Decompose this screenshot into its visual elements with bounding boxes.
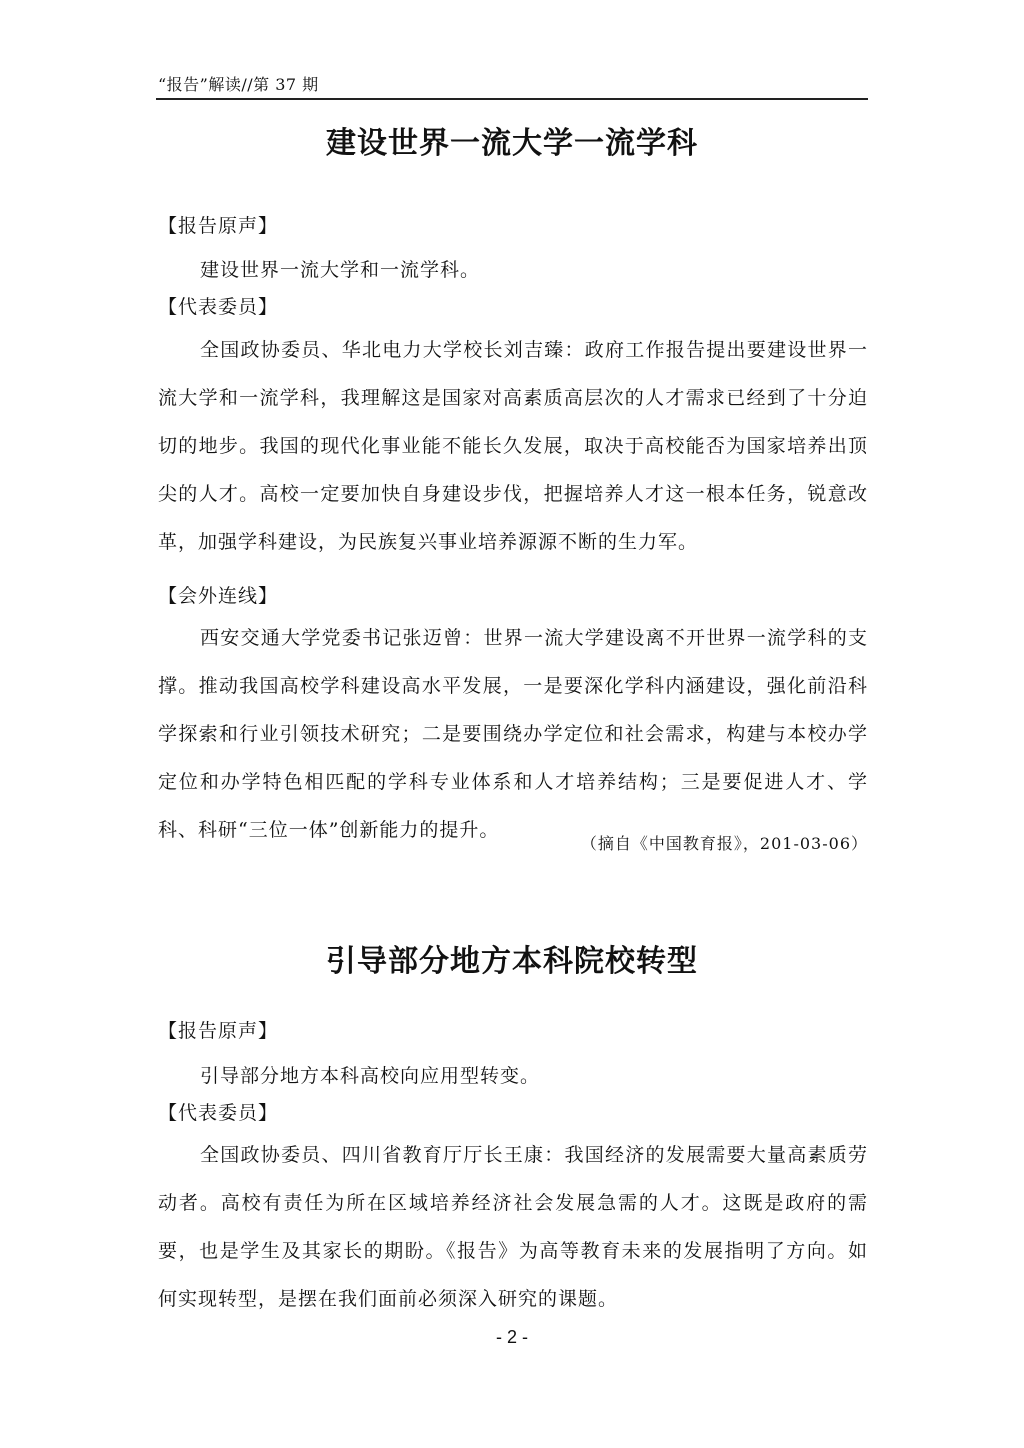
section-label-delegates: 【代表委员】 bbox=[158, 296, 279, 318]
report-quote: 建设世界一流大学和一流学科。 bbox=[200, 259, 481, 281]
page-header: “报告”解读//第 37 期 bbox=[158, 75, 319, 94]
source-citation: （摘自《中国教育报》，201-03-06） bbox=[580, 834, 868, 853]
page-number: - 2 - bbox=[495, 1327, 528, 1347]
header-divider bbox=[156, 98, 868, 100]
section-label-report: 【报告原声】 bbox=[158, 1020, 279, 1042]
article-title: 引导部分地方本科院校转型 bbox=[326, 944, 698, 979]
section-label-delegates: 【代表委员】 bbox=[158, 1102, 279, 1124]
outside-paragraph: 西安交通大学党委书记张迈曾：世界一流大学建设离不开世界一流学科的支撑。推动我国高校学科建设高水平发展，一是要深化学科内涵建设，强化前沿科学探索和行业引领技术研究；二是要围绕办学定位和社会需求，构建与本校办学定位和办学特色相匹配的学科专业体系和人才培养结构；三是要促进人才、学科、科研“三位一体”创新能力的提升。 bbox=[158, 627, 868, 841]
article-title: 建设世界一流大学一流学科 bbox=[326, 126, 698, 161]
section-label-outside: 【会外连线】 bbox=[158, 585, 279, 607]
report-quote: 引导部分地方本科高校向应用型转变。 bbox=[200, 1065, 541, 1087]
delegate-paragraph: 全国政协委员、四川省教育厅厅长王康：我国经济的发展需要大量高素质劳动者。高校有责任为所在区域培养经济社会发展急需的人才。这既是政府的需要，也是学生及其家长的期盼。《报告》为高等教育未来的发展指明了方向。如何实现转型，是摆在我们面前必须深入研究的课题。 bbox=[158, 1144, 868, 1310]
delegate-paragraph: 全国政协委员、华北电力大学校长刘吉臻：政府工作报告提出要建设世界一流大学和一流学科，我理解这是国家对高素质高层次的人才需求已经到了十分迫切的地步。我国的现代化事业能不能长久发展，取决于高校能否为国家培养出顶尖的人才。高校一定要加快自身建设步伐，把握培养人才这一根本任务，锐意改革，加强学科建设，为民族复兴事业培养源源不断的生力军。 bbox=[158, 339, 868, 553]
section-label-report: 【报告原声】 bbox=[158, 215, 279, 237]
